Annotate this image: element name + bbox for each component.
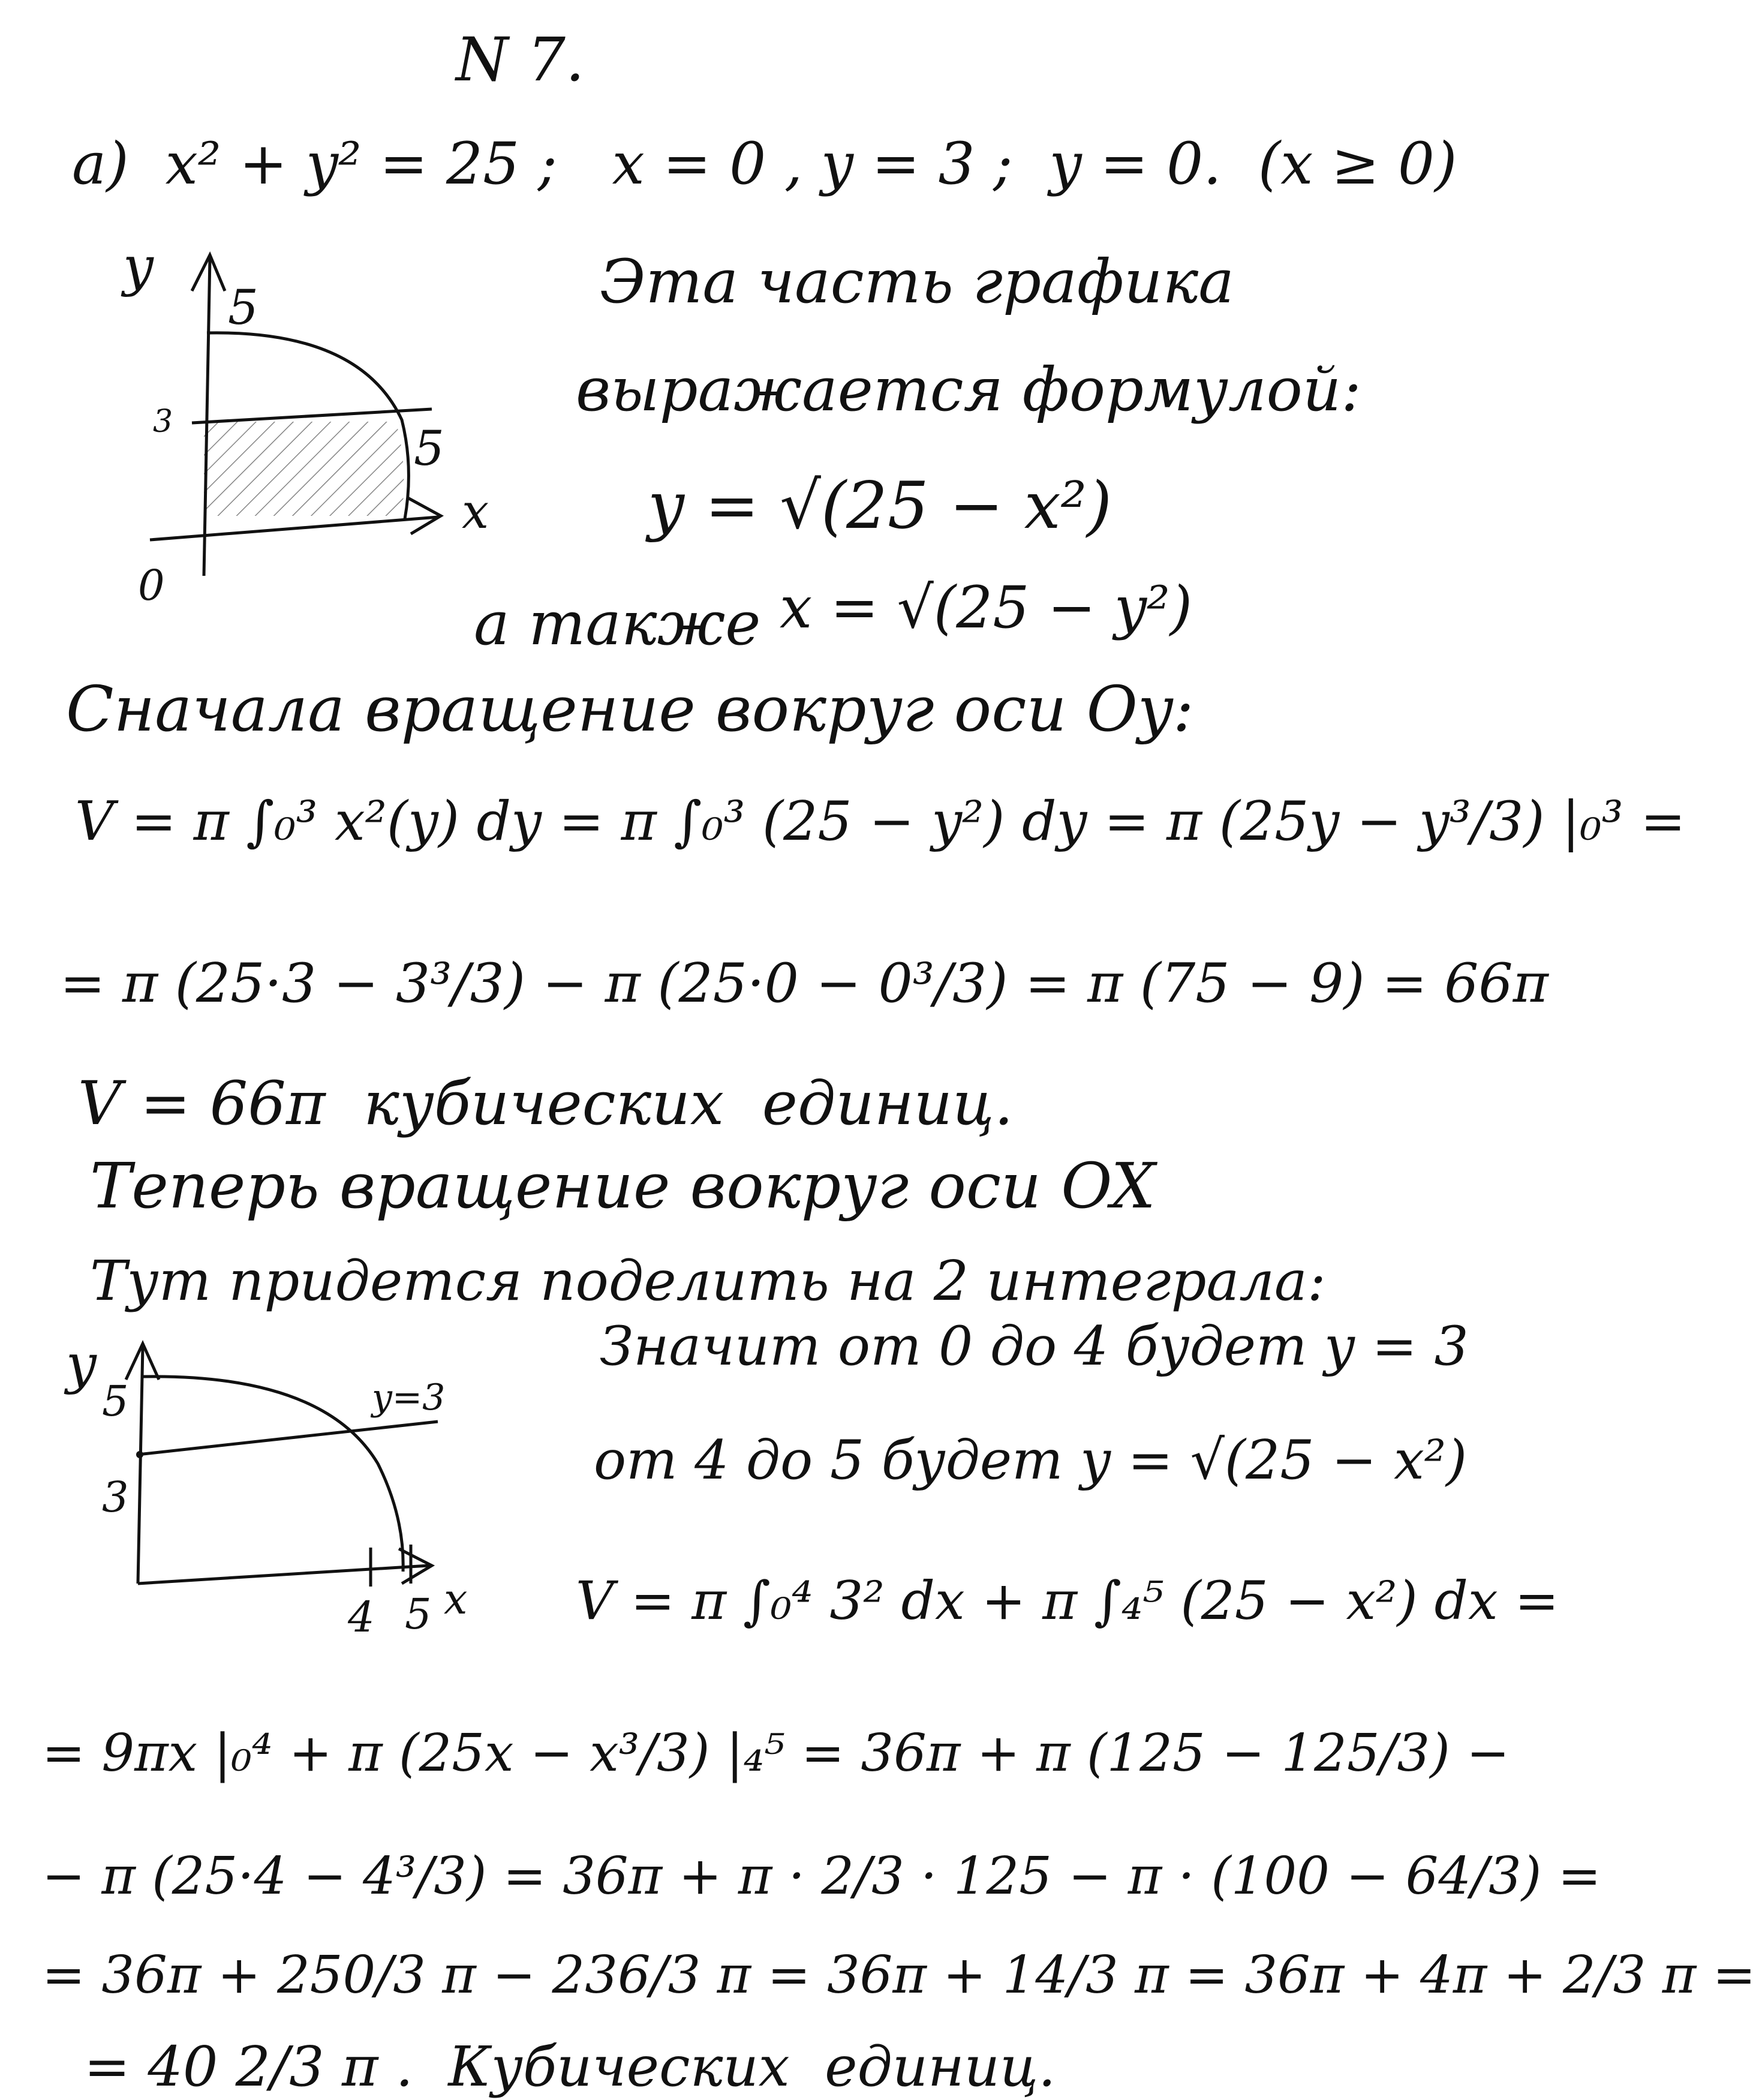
also-label: а также xyxy=(474,588,761,659)
graph-2 xyxy=(54,1332,510,1644)
formula-x: x = √(25 − y²) xyxy=(780,574,1193,641)
rotation-ox-heading: Теперь вращение вокруг оси OX xyxy=(90,1149,1156,1222)
split-note: Тут придется поделить на 2 интеграла: xyxy=(90,1249,1326,1313)
graph2-tick-y3: 3 xyxy=(102,1473,129,1522)
y-axis xyxy=(204,258,210,576)
graph-1 xyxy=(120,235,576,624)
line-y3 xyxy=(192,409,432,423)
v-ox-result: = 40 2/3 π . Кубических единиц. xyxy=(84,2035,1056,2099)
v-ox-integral: V = π ∫₀⁴ 3² dx + π ∫₄⁵ (25 − x²) dx = xyxy=(576,1570,1559,1632)
text-part-graph-2: выражается формулой: xyxy=(576,354,1361,425)
v-oy-result: V = 66π кубических единиц. xyxy=(78,1068,1014,1138)
graph1-y-label: y xyxy=(123,235,154,298)
range-note-2: от 4 до 5 будет y = √(25 − x²) xyxy=(594,1429,1468,1492)
v-ox-line3: = 36π + 250/3 π − 236/3 π = 36π + 14/3 π = 36π + 4π + 2/3 π = xyxy=(42,1945,1756,2005)
graph1-origin-label: 0 xyxy=(138,561,165,610)
v-ox-line1: = 9πx |₀⁴ + π (25x − x³/3) |₄⁵ = 36π + π (125 − 125/3) − xyxy=(42,1723,1510,1783)
line-y3-2 xyxy=(138,1422,438,1455)
range-note-1: Значит от 0 до 4 будет y = 3 xyxy=(600,1315,1469,1378)
v-oy-integral: V = π ∫₀³ x²(y) dy = π ∫₀³ (25 − y²) dy = π (25y − y³/3) |₀³ = xyxy=(75,790,1686,853)
graph1-tick-y3: 3 xyxy=(153,404,173,440)
text-part-graph-1: Эта часть графика xyxy=(600,247,1234,317)
problem-number: N 7. xyxy=(456,25,585,95)
graph1-tick-x5: 5 xyxy=(414,420,444,476)
graph2-tick-y5: 5 xyxy=(102,1377,129,1426)
y-axis-2 xyxy=(138,1347,143,1584)
shaded-region xyxy=(204,422,404,516)
graph2-y-label: y xyxy=(66,1333,97,1396)
x-axis xyxy=(150,517,438,540)
graph1-tick-y5: 5 xyxy=(228,280,258,335)
graph2-x-label: x xyxy=(444,1575,468,1624)
x-axis-2 xyxy=(138,1566,429,1584)
circle-arc-2 xyxy=(143,1377,403,1572)
graph2-line-label: y=3 xyxy=(372,1377,446,1419)
graph1-x-label: x xyxy=(462,483,489,539)
part-a-statement: а) x² + y² = 25 ; x = 0 , y = 3 ; y = 0. (x ≥ 0) xyxy=(72,130,1457,197)
rotation-oy-heading: Сначала вращение вокруг оси Oy: xyxy=(66,672,1194,746)
graph2-tick-x4: 4 xyxy=(348,1593,375,1642)
graph2-tick-x5: 5 xyxy=(405,1590,432,1639)
formula-y: y = √(25 − x²) xyxy=(648,468,1112,543)
v-oy-eval: = π (25·3 − 3³/3) − π (25·0 − 0³/3) = π (75 − 9) = 66π xyxy=(60,952,1548,1015)
v-ox-line2: − π (25·4 − 4³/3) = 36π + π · 2/3 · 125 − π · (100 − 64/3) = xyxy=(42,1846,1601,1906)
